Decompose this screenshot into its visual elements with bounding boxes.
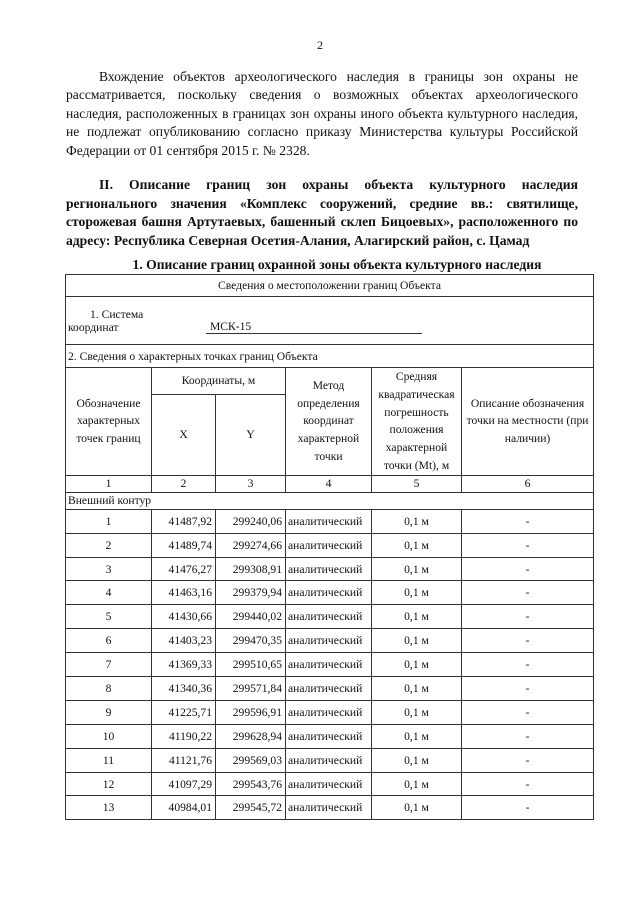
coord-y: 299628,94 bbox=[216, 724, 286, 748]
coord-y: 299596,91 bbox=[216, 700, 286, 724]
error: 0,1 м bbox=[372, 533, 462, 557]
coord-x: 41403,23 bbox=[152, 629, 216, 653]
description: - bbox=[462, 557, 594, 581]
column-number: 2 bbox=[152, 475, 216, 492]
error: 0,1 м bbox=[372, 557, 462, 581]
info-title-row bbox=[66, 275, 594, 297]
method: аналитический bbox=[286, 533, 372, 557]
error: 0,1 м bbox=[372, 772, 462, 796]
coord-x: 41369,33 bbox=[152, 653, 216, 677]
column-number: 4 bbox=[286, 475, 372, 492]
error: 0,1 м bbox=[372, 677, 462, 701]
method: аналитический bbox=[286, 557, 372, 581]
coord-system-row bbox=[66, 297, 594, 345]
point-number: 6 bbox=[66, 629, 152, 653]
table-row bbox=[66, 653, 594, 677]
table-row bbox=[66, 724, 594, 748]
coord-x: 41097,29 bbox=[152, 772, 216, 796]
coord-x: 41121,76 bbox=[152, 748, 216, 772]
table-row bbox=[66, 772, 594, 796]
table-row bbox=[66, 796, 594, 820]
point-number: 11 bbox=[66, 748, 152, 772]
header-x: X bbox=[152, 394, 216, 475]
coord-y: 299569,03 bbox=[216, 748, 286, 772]
coord-x: 41489,74 bbox=[152, 533, 216, 557]
description: - bbox=[462, 581, 594, 605]
description: - bbox=[462, 533, 594, 557]
error: 0,1 м bbox=[372, 581, 462, 605]
method: аналитический bbox=[286, 653, 372, 677]
coord-y: 299379,94 bbox=[216, 581, 286, 605]
method: аналитический bbox=[286, 724, 372, 748]
coord-y: 299543,76 bbox=[216, 772, 286, 796]
coord-system-label-line2: координат bbox=[68, 320, 119, 334]
error: 0,1 м bbox=[372, 509, 462, 533]
table-row bbox=[66, 605, 594, 629]
coord-system-cell bbox=[66, 297, 594, 345]
section-heading: II. Описание границ зон охраны объекта культурного наследия регионального значения «Комплекс сооружений, средние вв.: святилище, сторожевая башня Артутаевых, башенный склеп Бицоевых», расположенного по адресу: Республика Северная Осетия-Алания, Алагирский район, с. Цамад bbox=[66, 177, 578, 248]
column-number: 6 bbox=[462, 475, 594, 492]
column-number: 1 bbox=[66, 475, 152, 492]
coord-y: 299571,84 bbox=[216, 677, 286, 701]
contour-label: Внешний контур bbox=[66, 492, 594, 509]
intro-paragraph: Вхождение объектов археологического наследия в границы зон охраны не рассматривается, поскольку сведения о возможных объектах археологического наследия, расположенных в границах зон охраны иного объекта культурного наследия, не подлежат опубликованию согласно приказу Министерства культуры Российской Федерации от 01 сентября 2015 г. № 2328. bbox=[66, 69, 578, 158]
description: - bbox=[462, 700, 594, 724]
point-number: 3 bbox=[66, 557, 152, 581]
point-number: 13 bbox=[66, 796, 152, 820]
error: 0,1 м bbox=[372, 796, 462, 820]
coord-system-label-line1: 1. Система bbox=[90, 307, 144, 321]
point-number: 7 bbox=[66, 653, 152, 677]
method: аналитический bbox=[286, 605, 372, 629]
coord-y: 299545,72 bbox=[216, 796, 286, 820]
description: - bbox=[462, 677, 594, 701]
point-number: 8 bbox=[66, 677, 152, 701]
header-y: Y bbox=[216, 394, 286, 475]
coord-y: 299240,06 bbox=[216, 509, 286, 533]
table-row bbox=[66, 557, 594, 581]
method: аналитический bbox=[286, 581, 372, 605]
coord-y: 299440,02 bbox=[216, 605, 286, 629]
point-number: 4 bbox=[66, 581, 152, 605]
coord-y: 299510,65 bbox=[216, 653, 286, 677]
description: - bbox=[462, 653, 594, 677]
point-number: 10 bbox=[66, 724, 152, 748]
table-row bbox=[66, 509, 594, 533]
point-number: 9 bbox=[66, 700, 152, 724]
method: аналитический bbox=[286, 629, 372, 653]
error: 0,1 м bbox=[372, 629, 462, 653]
coord-x: 41487,92 bbox=[152, 509, 216, 533]
coord-y: 299274,66 bbox=[216, 533, 286, 557]
description: - bbox=[462, 605, 594, 629]
method: аналитический bbox=[286, 772, 372, 796]
error: 0,1 м bbox=[372, 724, 462, 748]
coord-x: 41340,36 bbox=[152, 677, 216, 701]
table-row bbox=[66, 677, 594, 701]
header-description: Описание обозначения точки на местности (при наличии) bbox=[462, 368, 594, 476]
coord-x: 41476,27 bbox=[152, 557, 216, 581]
coord-y: 299308,91 bbox=[216, 557, 286, 581]
coord-system-label bbox=[68, 308, 198, 334]
info-title: Сведения о местоположении границ Объекта bbox=[66, 275, 594, 297]
header-error: Средняя квадратическая погрешность положения характерной точки (Mt), м bbox=[372, 368, 462, 476]
coord-system-value: МСК-15 bbox=[206, 320, 422, 334]
coord-x: 41430,66 bbox=[152, 605, 216, 629]
method: аналитический bbox=[286, 796, 372, 820]
method: аналитический bbox=[286, 677, 372, 701]
description: - bbox=[462, 629, 594, 653]
description: - bbox=[462, 724, 594, 748]
point-number: 2 bbox=[66, 533, 152, 557]
point-number: 5 bbox=[66, 605, 152, 629]
coord-x: 41463,16 bbox=[152, 581, 216, 605]
page-number: 2 bbox=[317, 38, 323, 52]
description: - bbox=[462, 748, 594, 772]
method: аналитический bbox=[286, 509, 372, 533]
table-row bbox=[66, 700, 594, 724]
method: аналитический bbox=[286, 700, 372, 724]
column-number-row bbox=[66, 475, 594, 492]
header-method: Метод определения координат характерной точки bbox=[286, 368, 372, 476]
error: 0,1 м bbox=[372, 653, 462, 677]
error: 0,1 м bbox=[372, 605, 462, 629]
coordinates-table bbox=[65, 274, 594, 820]
header-coordinates: Координаты, м bbox=[152, 368, 286, 395]
error: 0,1 м bbox=[372, 748, 462, 772]
column-number: 3 bbox=[216, 475, 286, 492]
sub-heading: 1. Описание границ охранной зоны объекта культурного наследия bbox=[132, 257, 542, 272]
point-number: 1 bbox=[66, 509, 152, 533]
error: 0,1 м bbox=[372, 700, 462, 724]
points-title: 2. Сведения о характерных точках границ Объекта bbox=[66, 345, 594, 368]
coord-y: 299470,35 bbox=[216, 629, 286, 653]
coord-x: 41190,22 bbox=[152, 724, 216, 748]
table-row bbox=[66, 581, 594, 605]
contour-row bbox=[66, 492, 594, 509]
method: аналитический bbox=[286, 748, 372, 772]
column-number: 5 bbox=[372, 475, 462, 492]
header-row-top bbox=[66, 368, 594, 395]
coord-x: 40984,01 bbox=[152, 796, 216, 820]
description: - bbox=[462, 796, 594, 820]
description: - bbox=[462, 509, 594, 533]
header-designation: Обозначение характерных точек границ bbox=[66, 368, 152, 476]
table-row bbox=[66, 533, 594, 557]
point-number: 12 bbox=[66, 772, 152, 796]
table-row bbox=[66, 748, 594, 772]
coord-x: 41225,71 bbox=[152, 700, 216, 724]
points-title-row bbox=[66, 345, 594, 368]
table-row bbox=[66, 629, 594, 653]
description: - bbox=[462, 772, 594, 796]
